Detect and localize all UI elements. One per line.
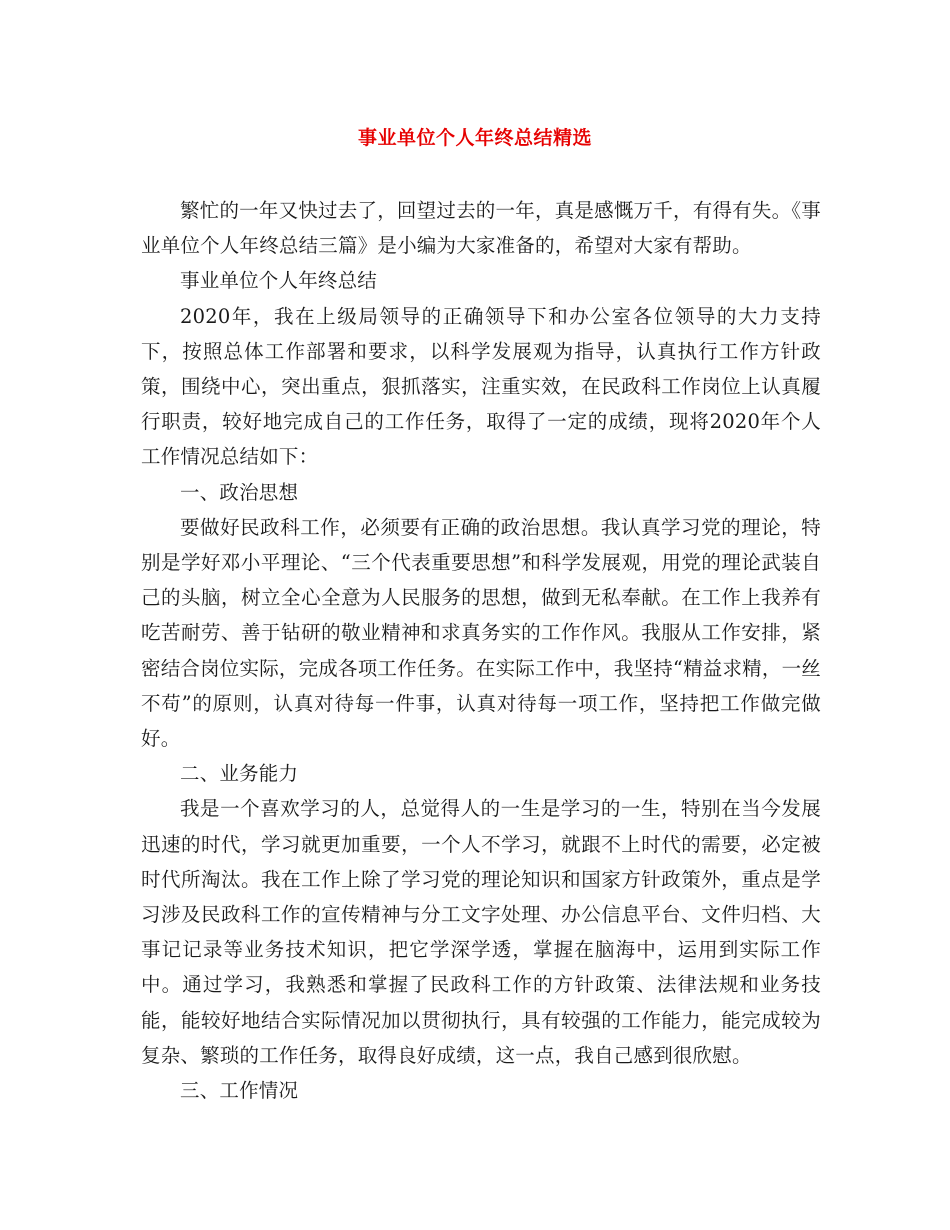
overview-paragraph: 2020年，我在上级局领导的正确领导下和办公室各位领导的大力支持下，按照总体工作部署和要求，以科学发展观为指导，认真执行工作方针政策，围绕中心，突出重点，狠抓落实，注重实效，在民政科工作岗位上认真履行职责，较好地完成自己的工作任务，取得了一定的成绩，现将2020年个人工作情况总结如下： [141,304,821,469]
document-body [141,193,821,1108]
section-heading-summary: 事业单位个人年终总结 [180,269,378,293]
section-heading-work-status: 三、工作情况 [180,1079,299,1103]
political-thought-paragraph: 要做好民政科工作，必须要有正确的政治思想。我认真学习党的理论，特别是学好邓小平理论、“三个代表重要思想”和科学发展观，用党的理论武装自己的头脑，树立全心全意为人民服务的思想，做到无私奉献。在工作上我养有吃苦耐劳、善于钻研的敬业精神和求真务实的工作作风。我服从工作安排，紧密结合岗位实际，完成各项工作任务。在实际工作中，我坚持“精益求精，一丝不苟”的原则，认真对待每一件事，认真对待每一项工作，坚持把工作做完做好。 [141,515,821,751]
intro-paragraph: 繁忙的一年又快过去了，回望过去的一年，真是感慨万千，有得有失。《事业单位个人年终总结三篇》是小编为大家准备的，希望对大家有帮助。 [141,199,821,258]
business-ability-paragraph: 我是一个喜欢学习的人，总觉得人的一生是学习的一生，特别在当今发展迅速的时代，学习就更加重要，一个人不学习，就跟不上时代的需要，必定被时代所淘汰。我在工作上除了学习党的理论知识和国家方针政策外，重点是学习涉及民政科工作的宣传精神与分工文字处理、办公信息平台、文件归档、大事记记录等业务技术知识，把它学深学透，掌握在脑海中，运用到实际工作中。通过学习，我熟悉和掌握了民政科工作的方针政策、法律法规和业务技能，能较好地结合实际情况加以贯彻执行，具有较强的工作能力，能完成较为复杂、繁琐的工作任务，取得良好成绩，这一点，我自己感到很欣慰。 [141,797,821,1067]
document-title: 事业单位个人年终总结精选 [357,127,592,149]
section-heading-business-ability: 二、业务能力 [180,762,299,786]
section-heading-political-thought: 一、政治思想 [180,480,299,504]
